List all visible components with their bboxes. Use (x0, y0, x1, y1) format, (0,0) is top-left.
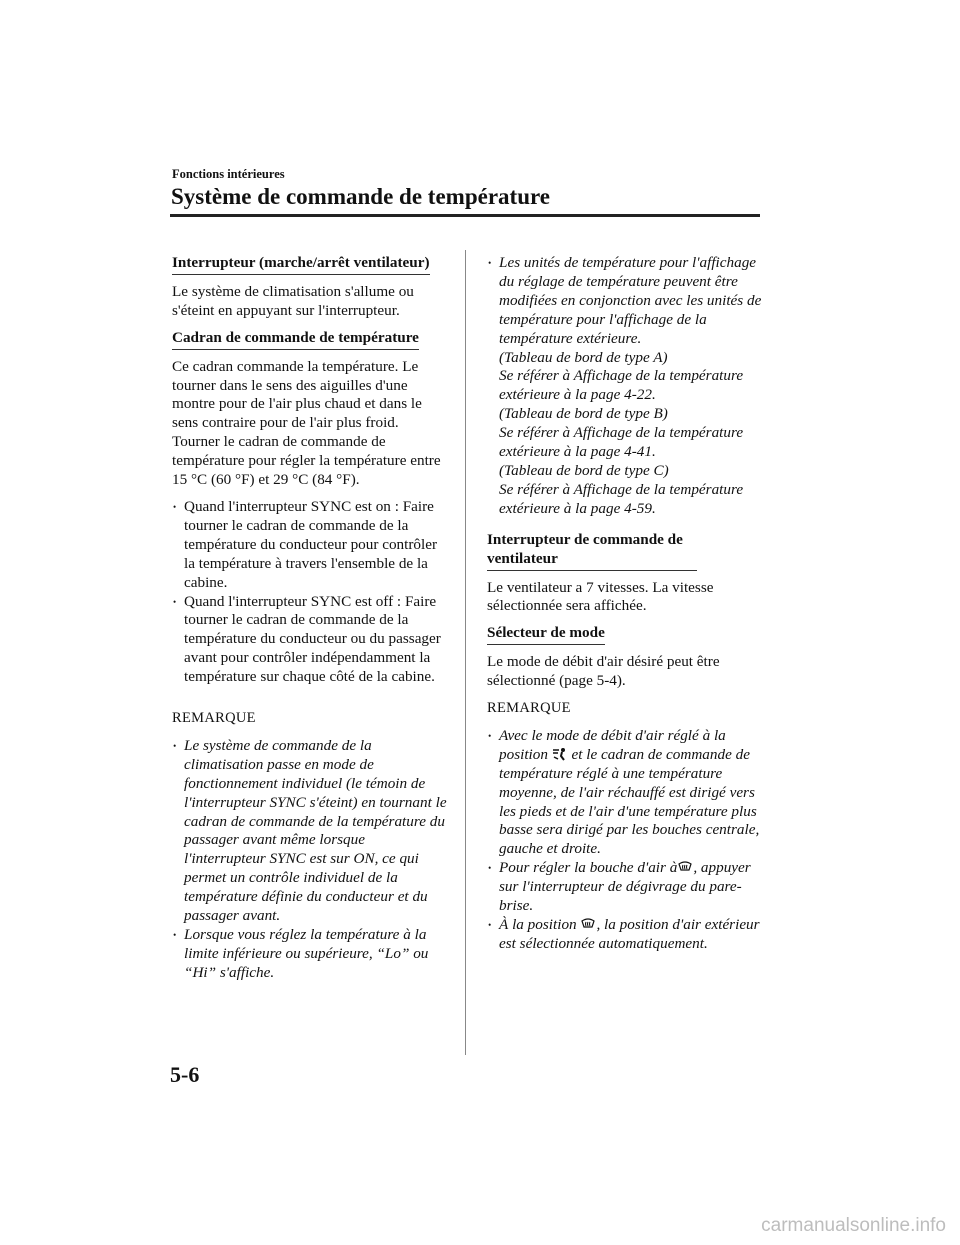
list-item (487, 916, 763, 954)
right-column (487, 254, 763, 962)
temp-dial-heading-block (172, 329, 450, 350)
note-text: , appuyer sur l'interrupteur de dégivrage du pare-brise. (499, 859, 751, 915)
mode-selector-text: Le mode de débit d'air désiré peut être sélectionné (page 5-4). (487, 653, 720, 690)
page-title: Système de commande de température (171, 184, 550, 209)
column-divider (465, 250, 466, 1055)
fan-switch-text: Le système de climatisation s'allume ou s'éteint en appuyant sur l'interrupteur. (172, 282, 414, 319)
note-text: À la position (499, 916, 577, 933)
ref-line: Se référer à Affichage de la température extérieure à la page 4-59. (499, 480, 744, 517)
note-text: , la position d'air extérieur est sélectionnée automatiquement. (499, 916, 760, 952)
fan-switch-heading: Interrupteur (marche/arrêt ventilateur) (172, 254, 430, 275)
temp-dial-text: Ce cadran commande la température. Le tourner dans le sens des aiguilles d'une montre pour de l'air plus chaud et dans le sens contraire pour de l'air plus froid. Tourner le cadran de commande de température pour régler la température entre 15 °C (60 °F) et 29 °C (84 °F). (172, 357, 441, 489)
page-number: 5-6 (170, 1062, 200, 1087)
list-item (487, 254, 763, 519)
list-item: • Le système de commande de la climatisation passe en mode de fonctionnement individuel (le témoin de l'interrupteur SYNC s'éteint) en tournant le cadran de commande de la température du passager avant même lorsque l'interrupteur SYNC est sur ON, ce qui permet un contrôle individuel de la température définie du conducteur et du passager avant. (172, 737, 450, 926)
ref-line: Se référer à Affichage de la température extérieure à la page 4-41. (499, 424, 744, 461)
temp-dial-heading: Cadran de commande de température (172, 329, 419, 350)
section-kicker: Fonctions intérieures (172, 167, 285, 181)
left-column (172, 254, 450, 991)
watermark: carmanualsonline.info (761, 1215, 946, 1236)
sync-bullets (172, 498, 450, 687)
list-item (487, 859, 763, 916)
windshield-defrost-icon (677, 860, 693, 874)
ref-line: (Tableau de bord de type C) (499, 461, 669, 479)
fan-control-heading: Interrupteur de commande de ventilateur (487, 531, 697, 571)
ref-line: (Tableau de bord de type B) (499, 405, 668, 423)
note-label: REMARQUE (487, 700, 571, 717)
fan-control-heading-block (487, 531, 697, 571)
list-item: • Lorsque vous réglez la température à la limite inférieure ou supérieure, “Lo” ou “Hi” s'affiche. (172, 926, 450, 983)
fan-switch-heading-block (172, 254, 450, 275)
ref-line: Se référer à Affichage de la température extérieure à la page 4-22. (499, 367, 744, 404)
note-label: REMARQUE (172, 710, 256, 727)
windshield-defrost-icon (580, 917, 596, 931)
mode-note-list (487, 727, 763, 954)
list-item: • Quand l'interrupteur SYNC est off : Faire tourner le cadran de commande de la température du conducteur ou du passager avant pour contrôler indépendamment la température sur chaque côté de la cabine. (172, 593, 450, 688)
bi-level-vent-icon (552, 747, 568, 761)
note-text: Pour régler la bouche d'air à (499, 859, 678, 877)
list-item: • Quand l'interrupteur SYNC est on : Faire tourner le cadran de commande de la température du conducteur pour contrôler la température à travers l'ensemble de la cabine. (172, 498, 450, 593)
units-note-text: Les unités de température pour l'affichage du réglage de température peuvent être modifiées en conjonction avec les unités de température pour l'affichage de la température extérieure. (499, 254, 762, 347)
units-note-list (487, 254, 763, 519)
note-text: et le cadran de commande de température réglé à une température moyenne, de l'air réchauffé est dirigé vers les pieds et de l'air d'une température plus basse sera dirigé par les bouches centrale, gauche et droite. (499, 745, 760, 858)
ref-line: (Tableau de bord de type A) (499, 348, 668, 366)
mode-selector-heading-block (487, 624, 763, 645)
note-list (172, 737, 450, 983)
mode-selector-heading: Sélecteur de mode (487, 624, 605, 645)
title-rule (170, 214, 760, 217)
note-text: Avec le mode de débit d'air réglé à la position (499, 726, 726, 763)
fan-control-text: Le ventilateur a 7 vitesses. La vitesse sélectionnée sera affichée. (487, 578, 714, 615)
list-item (487, 727, 763, 859)
